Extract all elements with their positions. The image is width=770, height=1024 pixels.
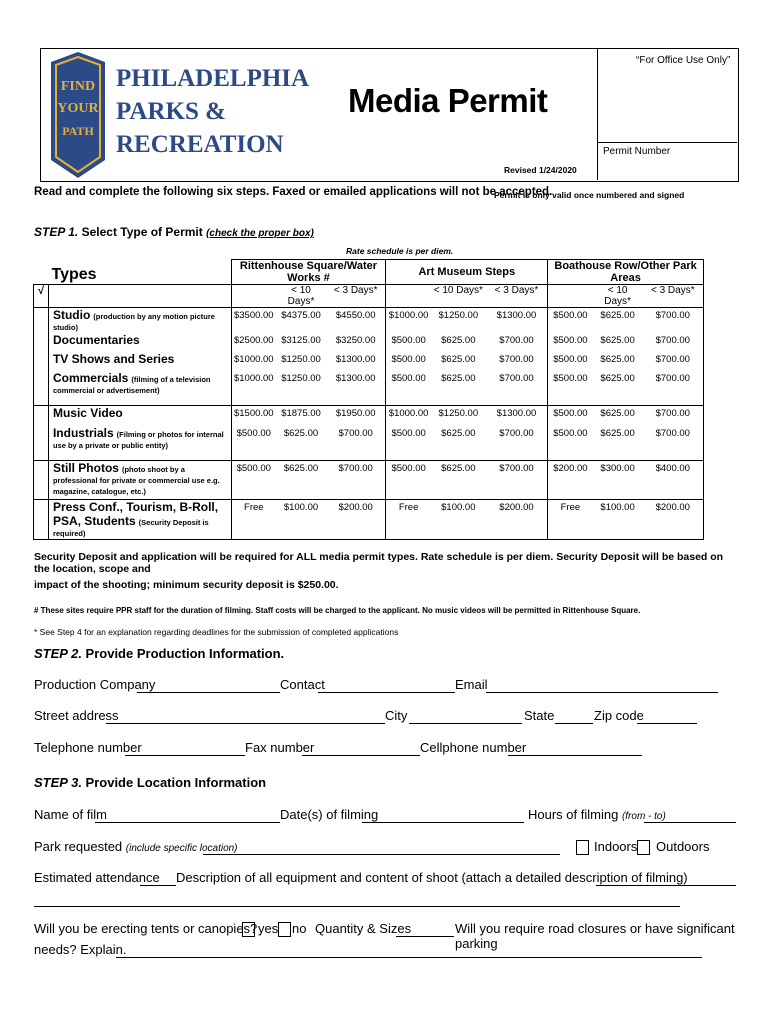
row-type-name: Studio: [52, 308, 91, 322]
rate-cell: $700.00: [326, 426, 386, 460]
row-check-cell[interactable]: [34, 371, 49, 405]
row-type-note: (filming of a television commercial or advertisement): [52, 375, 211, 395]
equipment-field[interactable]: [596, 885, 736, 886]
row-check-cell[interactable]: [34, 405, 49, 426]
types-spacer: [48, 285, 231, 308]
contact-field[interactable]: [318, 692, 455, 693]
rate-cell: $200.00: [548, 460, 593, 499]
rate-cell: $500.00: [548, 333, 593, 352]
row-type-note: (Security Deposit is required): [52, 517, 209, 538]
row-type-name: Documentaries: [52, 333, 140, 347]
rate-cell: $700.00: [643, 426, 704, 460]
rate-cell: $625.00: [600, 335, 635, 346]
row-type-name: TV Shows and Series: [52, 352, 175, 366]
rate-row: [34, 499, 704, 539]
logo-badge-line-2: YOUR: [57, 101, 99, 116]
rate-cell: $625.00: [441, 354, 476, 365]
location-rittenhouse: Rittenhouse Square/Water Works #: [231, 260, 386, 285]
rate-cell: $700.00: [643, 352, 704, 371]
step3-label: STEP 3.: [34, 775, 82, 790]
tents-yes-checkbox[interactable]: [242, 922, 255, 937]
street-label: Street address: [34, 708, 119, 723]
office-use-divider: [597, 142, 737, 143]
rate-cell: $625.00: [431, 426, 486, 460]
outdoors-label: Outdoors: [656, 839, 710, 854]
row-type-cell: [48, 426, 231, 460]
rate-cell: $700.00: [486, 460, 548, 499]
rate-row: [34, 426, 704, 460]
rates-location-row: [34, 260, 704, 285]
rate-cell: $500.00: [386, 333, 431, 352]
telephone-field[interactable]: [125, 755, 245, 756]
needs-label: needs? Explain.: [34, 942, 127, 957]
rate-cell: $1300.00: [486, 405, 548, 426]
indoors-label: Indoors: [594, 839, 638, 854]
rates-table: [33, 259, 704, 540]
row-type-name: Still Photos: [52, 460, 119, 475]
rate-cell: $500.00: [548, 308, 593, 334]
needs-field[interactable]: [116, 957, 702, 958]
quantity-field[interactable]: [396, 936, 454, 937]
email-label: Email: [455, 677, 488, 692]
rate-cell: $625.00: [600, 354, 635, 365]
production-company-label: Production Company: [34, 677, 156, 692]
rate-cell: $100.00: [431, 499, 486, 539]
logo-badge-text: [54, 76, 102, 142]
row-check-cell[interactable]: [34, 460, 49, 499]
row-check-cell[interactable]: [34, 308, 49, 334]
col-header-1: < 10 Days*: [276, 285, 326, 308]
logo-badge-line-3: PATH: [62, 124, 94, 138]
step2-label: STEP 2.: [34, 646, 82, 661]
rate-cell: Free: [231, 499, 276, 539]
logo-line-1: PHILADELPHIA: [116, 65, 310, 92]
rate-cell: $625.00: [276, 460, 326, 499]
step1-label: STEP 1.: [34, 225, 79, 239]
rate-cell: $200.00: [486, 499, 548, 539]
telephone-label: Telephone number: [34, 740, 142, 755]
rate-cell: $500.00: [386, 371, 431, 405]
rate-cell: $300.00: [593, 460, 643, 499]
rate-cell: $1300.00: [486, 308, 548, 334]
dates-label: Date(s) of filming: [280, 807, 379, 822]
rate-row: [34, 405, 704, 426]
row-check-cell[interactable]: [34, 426, 49, 460]
state-label: State: [524, 708, 555, 723]
rate-cell: $700.00: [643, 405, 704, 426]
office-use-label: “For Office Use Only”: [636, 55, 731, 66]
rate-cell: Free: [548, 499, 593, 539]
rate-cell: $3500.00: [231, 308, 276, 334]
rate-cell: $700.00: [326, 460, 386, 499]
logo-line-2: PARKS &: [116, 98, 226, 125]
rate-cell: $500.00: [386, 352, 431, 371]
revised-date: Revised 1/24/2020: [504, 165, 577, 175]
row-type-cell: [48, 499, 231, 539]
rate-row: [34, 308, 704, 334]
tents-yes-label: yes: [258, 921, 279, 936]
outdoors-checkbox[interactable]: [637, 840, 650, 855]
road-closures-label: Will you require road closures or have significant parking: [455, 921, 735, 951]
permit-number-label: Permit Number: [603, 146, 671, 157]
rate-cell: $1250.00: [431, 405, 486, 426]
row-type-name: Press Conf., Tourism, B-Roll, PSA, Students: [52, 499, 219, 528]
rate-cell: $1250.00: [281, 354, 321, 365]
rate-cell: $1950.00: [326, 405, 386, 426]
row-type-note: (production by any motion picture studio): [52, 312, 215, 332]
row-type-note: (photo shoot by a professional for private or commercial use e.g. magazine, catalogue, etc.): [52, 464, 220, 496]
rates-duration-row: [34, 285, 704, 308]
row-type-cell: [48, 308, 231, 334]
rate-cell: $700.00: [486, 352, 548, 371]
rate-cell: $1000.00: [386, 405, 431, 426]
film-name-field[interactable]: [95, 822, 280, 823]
step3-title: Provide Location Information: [81, 775, 267, 790]
rate-cell: $2500.00: [231, 333, 276, 352]
hours-hint: (from - to): [621, 811, 666, 822]
rate-cell: $3125.00: [281, 335, 321, 346]
row-type-cell: [48, 405, 231, 426]
step2-title: Provide Production Information.: [81, 646, 285, 661]
step1-heading: [34, 225, 314, 239]
cellphone-label: Cellphone number: [420, 740, 527, 755]
step3-heading: [34, 775, 266, 790]
email-field[interactable]: [486, 692, 718, 693]
location-art-museum: Art Museum Steps: [386, 260, 548, 285]
city-field[interactable]: [409, 723, 522, 724]
row-type-cell: [48, 371, 231, 405]
city-label: City: [385, 708, 408, 723]
col-header-4: < 3 Days*: [486, 285, 548, 308]
office-use-box: [597, 48, 738, 180]
rate-cell: $700.00: [643, 308, 704, 334]
col-header-6: < 3 Days*: [643, 285, 704, 308]
rate-cell: $1250.00: [276, 371, 326, 405]
row-check-cell[interactable]: [34, 333, 49, 352]
rate-cell: $500.00: [548, 352, 593, 371]
rate-cell: Free: [386, 499, 431, 539]
production-company-field[interactable]: [137, 692, 280, 693]
state-field[interactable]: [555, 723, 593, 724]
rate-row: [34, 333, 704, 352]
location-boathouse: Boathouse Row/Other Park Areas: [548, 260, 704, 285]
logo-line-3: RECREATION: [116, 131, 284, 158]
park-hint: (include specific location): [125, 843, 238, 854]
film-name-label: Name of film: [34, 807, 107, 822]
rate-cell: $625.00: [276, 426, 326, 460]
park-label: [34, 839, 238, 854]
hours-text: Hours of filming: [528, 807, 619, 822]
rate-cell: $500.00: [548, 405, 593, 426]
br-spacer: [548, 285, 593, 308]
hours-label: [528, 807, 666, 822]
rate-cell: $500.00: [231, 460, 276, 499]
attendance-label: Estimated attendance: [34, 870, 160, 885]
step1-title: Select Type of Permit: [78, 225, 207, 239]
rate-cell: $200.00: [643, 499, 704, 539]
tents-no-checkbox[interactable]: [278, 922, 291, 937]
rate-cell: $1875.00: [276, 405, 326, 426]
rate-cell: $1000.00: [231, 371, 276, 405]
row-type-name: Commercials: [52, 371, 129, 385]
row-check-cell[interactable]: [34, 352, 49, 371]
rate-cell: $1300.00: [326, 352, 386, 371]
rate-cell: $1300.00: [326, 371, 386, 405]
am-spacer: [386, 285, 431, 308]
rate-cell: $625.00: [441, 335, 476, 346]
rate-cell: $1500.00: [231, 405, 276, 426]
rate-cell: $625.00: [593, 308, 643, 334]
hours-field[interactable]: [644, 822, 736, 823]
footnote-hash: # These sites require PPR staff for the duration of filming. Staff costs will be charged to the applicant. No music videos will be permitted in Rittenhouse Square.: [34, 606, 641, 615]
rate-cell: $700.00: [486, 371, 548, 405]
rate-cell: $4550.00: [326, 308, 386, 334]
step1-hint: (check the proper box): [206, 228, 314, 239]
row-type-cell: [48, 333, 231, 352]
validity-note: Permit is only valid once numbered and signed: [494, 190, 685, 200]
rate-row: [34, 460, 704, 499]
types-header: Types: [34, 260, 232, 285]
rate-cell: $200.00: [326, 499, 386, 539]
street-field[interactable]: [106, 723, 385, 724]
dates-field[interactable]: [362, 822, 524, 823]
indoors-checkbox[interactable]: [576, 840, 589, 855]
row-type-note: (Filming or photos for internal use by a private or public entity): [52, 430, 224, 450]
zip-field[interactable]: [637, 723, 697, 724]
rate-cell: $400.00: [643, 460, 704, 499]
rh-spacer: [231, 285, 276, 308]
footnote-star: * See Step 4 for an explanation regarding deadlines for the submission of completed applications: [34, 627, 399, 637]
equipment-field-line-2[interactable]: [34, 906, 680, 907]
rate-cell: $625.00: [431, 460, 486, 499]
check-column-header: √: [34, 285, 49, 308]
rate-cell: $500.00: [231, 426, 276, 460]
rate-cell: $625.00: [593, 371, 643, 405]
rate-row: [34, 352, 704, 371]
row-type-name: Music Video: [52, 405, 123, 420]
deposit-line-2: impact of the shooting; minimum security deposit is $250.00.: [34, 579, 339, 591]
attendance-field[interactable]: [140, 885, 176, 886]
park-text: Park requested: [34, 839, 123, 854]
row-type-cell: [48, 352, 231, 371]
row-type-cell: [48, 460, 231, 499]
rate-cell: $625.00: [593, 405, 643, 426]
instructions: Read and complete the following six steps. Faxed or emailed applications will not be accepted.: [34, 186, 553, 198]
row-type-name: Industrials: [52, 426, 114, 440]
cellphone-field[interactable]: [508, 755, 642, 756]
quantity-label: Quantity & Sizes: [315, 921, 412, 936]
contact-label: Contact: [280, 677, 325, 692]
rate-cell: $700.00: [486, 426, 548, 460]
fax-field[interactable]: [302, 755, 420, 756]
rate-cell: $1000.00: [386, 308, 431, 334]
step2-heading: [34, 646, 284, 661]
col-header-5: < 10 Days*: [593, 285, 643, 308]
rate-cell: $700.00: [643, 371, 704, 405]
rate-cell: $700.00: [643, 333, 704, 352]
tents-label: Will you be erecting tents or canopies?: [34, 921, 258, 936]
tents-no-label: no: [292, 921, 307, 936]
zip-label: Zip code: [594, 708, 644, 723]
col-header-2: < 3 Days*: [326, 285, 386, 308]
logo-wordmark: [116, 62, 309, 161]
fax-label: Fax number: [245, 740, 315, 755]
deposit-line-1: Security Deposit and application will be required for ALL media permit types. Rate schedule is per diem. Security Deposit will be based on the location, scope and: [34, 551, 724, 575]
rate-cell: $625.00: [593, 426, 643, 460]
rate-cell: $625.00: [431, 371, 486, 405]
row-check-cell[interactable]: [34, 499, 49, 539]
equipment-label: Description of all equipment and content of shoot (attach a detailed description of filming): [176, 870, 688, 885]
page-title: Media Permit: [348, 82, 548, 119]
logo-badge-line-1: FIND: [60, 79, 96, 94]
rate-cell: $700.00: [486, 333, 548, 352]
park-field[interactable]: [203, 854, 560, 855]
rate-note: Rate schedule is per diem.: [346, 246, 454, 256]
rate-row: [34, 371, 704, 405]
rate-cell: $100.00: [593, 499, 643, 539]
rate-cell: $1000.00: [231, 352, 276, 371]
col-header-3: < 10 Days*: [431, 285, 486, 308]
rate-cell: $500.00: [548, 426, 593, 460]
rate-cell: $500.00: [548, 371, 593, 405]
rate-cell: $3250.00: [326, 333, 386, 352]
rate-cell: $4375.00: [276, 308, 326, 334]
rate-cell: $500.00: [386, 426, 431, 460]
rate-cell: $500.00: [386, 460, 431, 499]
rate-cell: $1250.00: [431, 308, 486, 334]
rate-cell: $100.00: [276, 499, 326, 539]
